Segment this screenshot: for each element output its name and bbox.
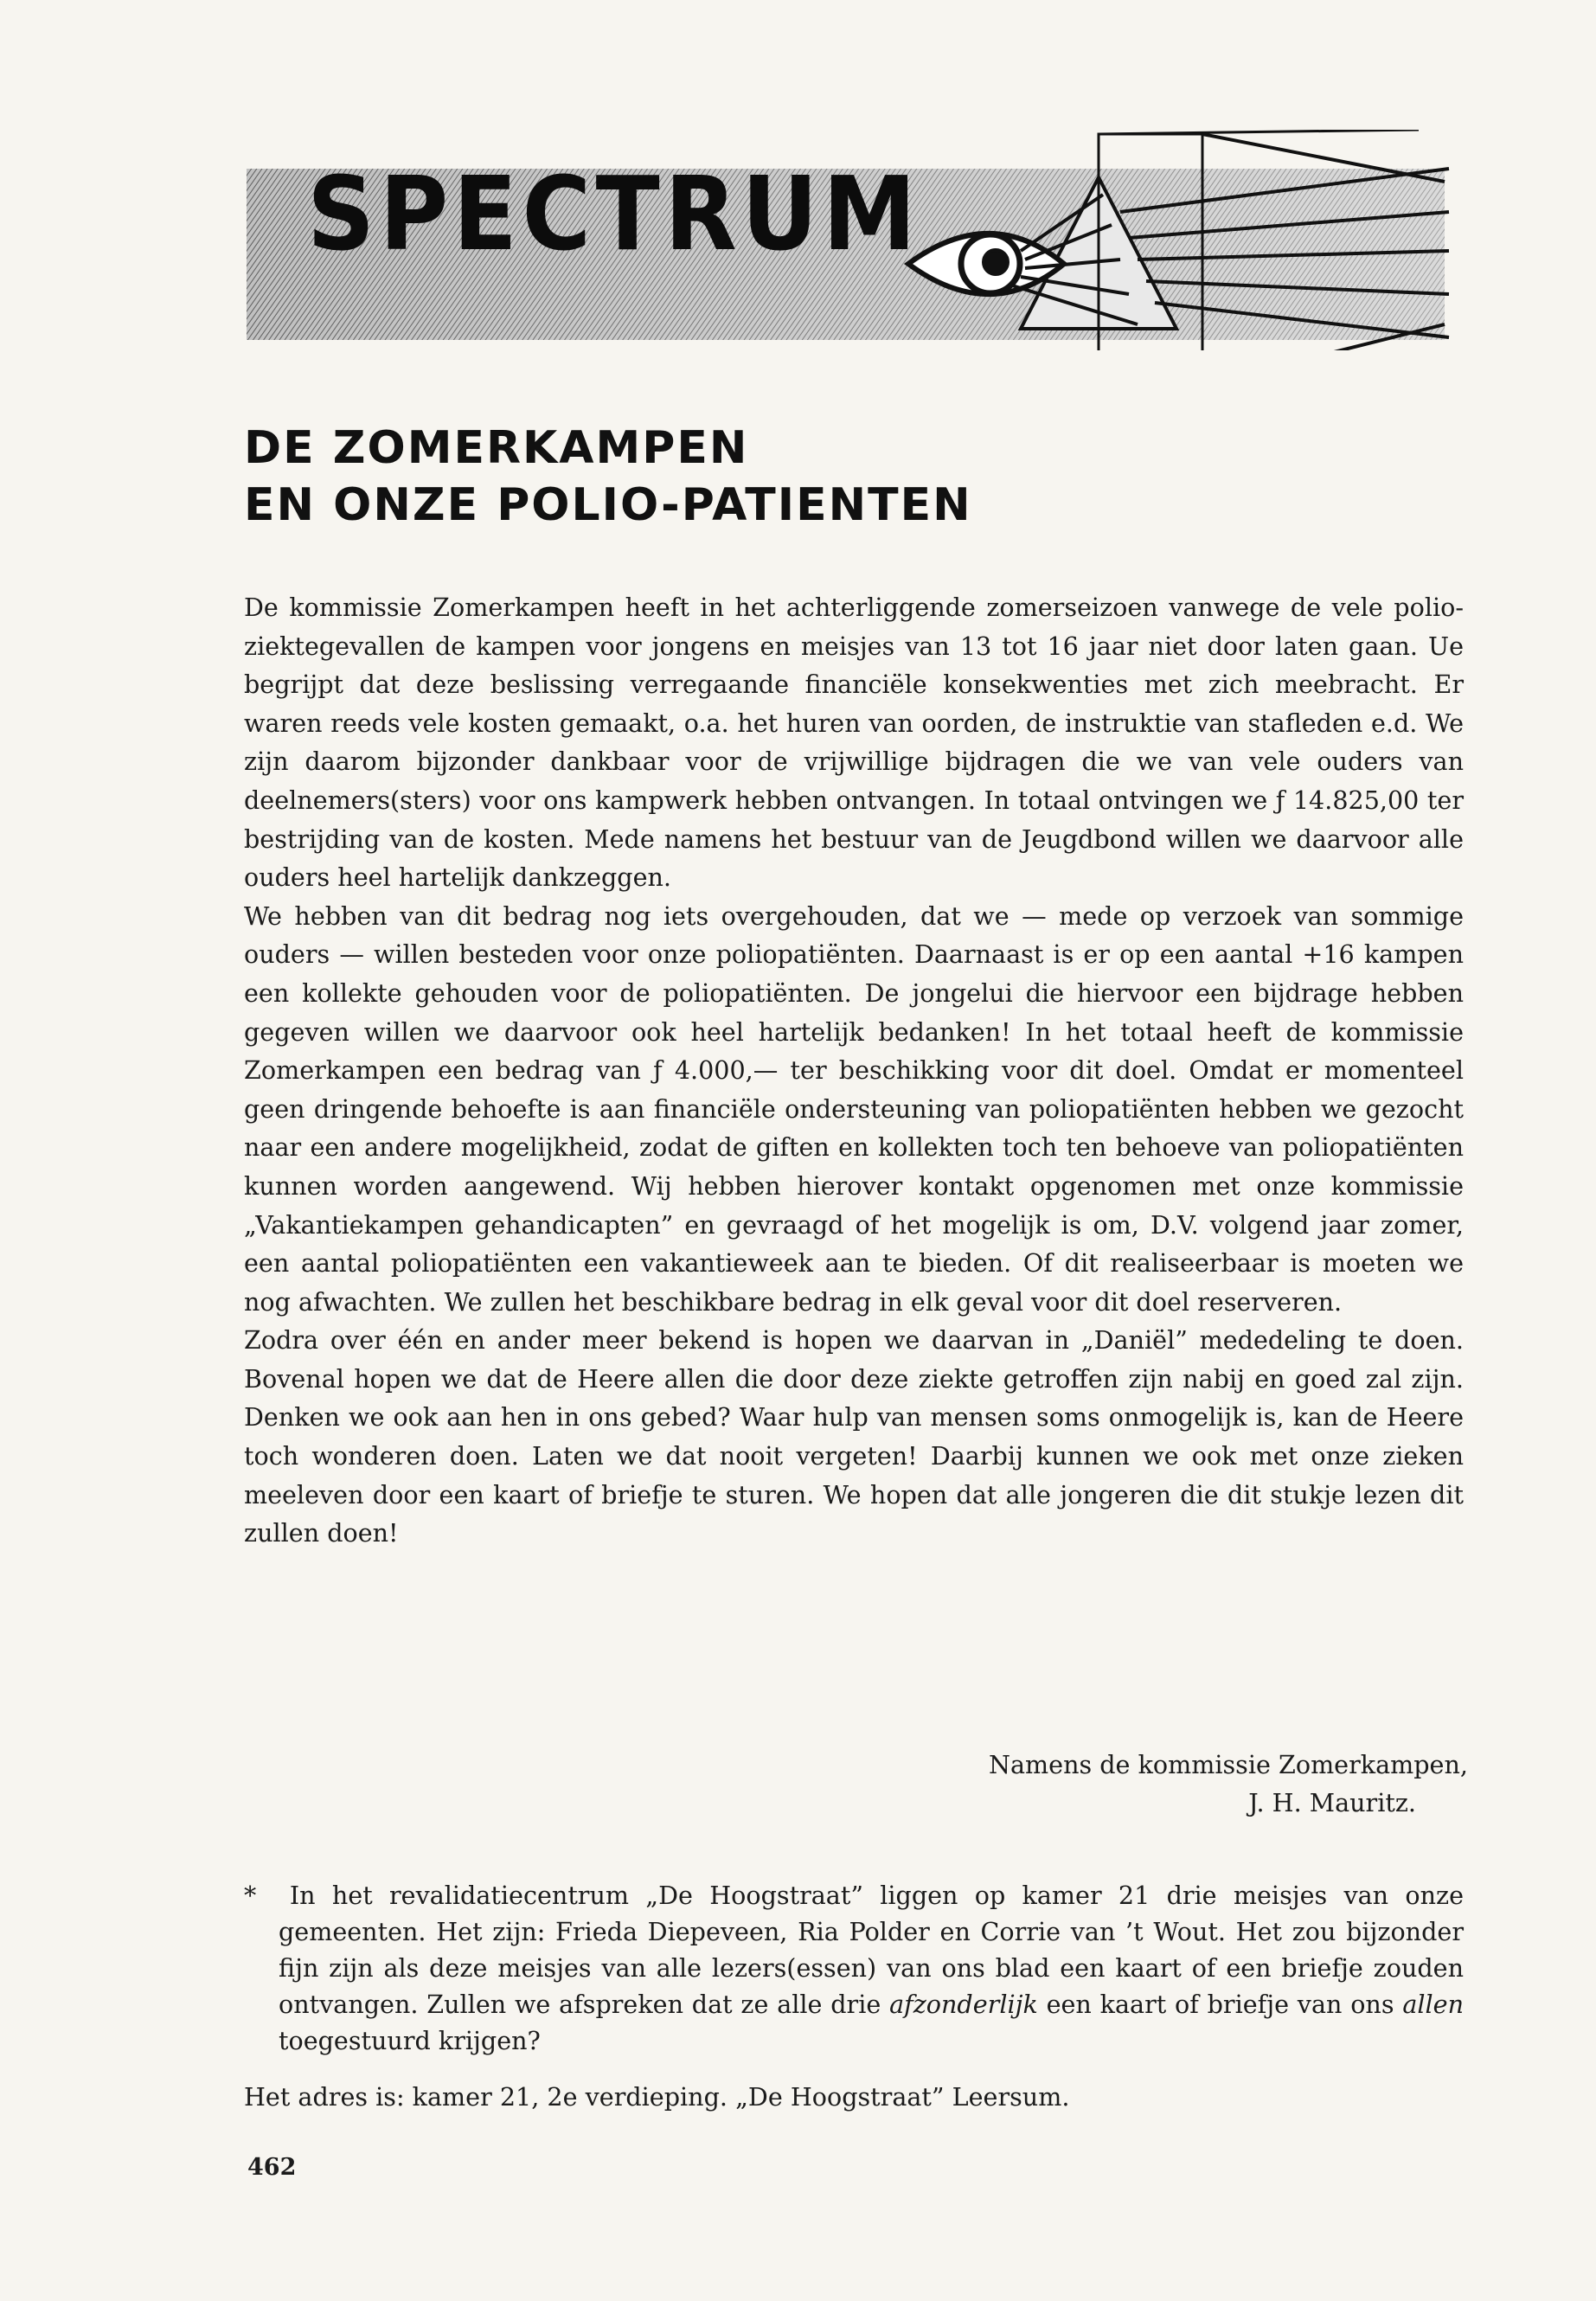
article-headline bbox=[244, 420, 972, 534]
signature-block bbox=[989, 1746, 1468, 1822]
signature-name: J. H. Mauritz. bbox=[1248, 1788, 1416, 1817]
emphasis-allen: allen bbox=[1402, 1990, 1464, 2019]
page-number: 462 bbox=[247, 2154, 297, 2181]
emphasis-afzonderlijk: afzonderlijk bbox=[889, 1990, 1038, 2019]
footnote bbox=[244, 1877, 1464, 2059]
footnote-text: * In het revalidatiecentrum „De Hoogstraat” liggen op kamer 21 drie meisjes van onze gemeenten. Het zijn: Frieda Diepeveen, Ria Polder en Corrie van ’t Wout. Het zou bijzonder fijn zijn als deze meisjes van alle lezers(essen) van ons blad een kaart of een briefje zouden ontvangen. Zullen we afspreken dat ze alle drie afzonderlijk een kaart of briefje van ons allen toegestuurd krijgen? bbox=[244, 1881, 1465, 2055]
article-body bbox=[244, 588, 1464, 1553]
banner-title: SPECTRUM bbox=[307, 154, 921, 273]
signature-line: Namens de kommissie Zomerkampen, bbox=[988, 1750, 1468, 1779]
address-line: Het adres is: kamer 21, 2e verdieping. „De Hoogstraat” Leersum. bbox=[244, 2082, 1070, 2112]
article-paragraph: Zodra over één en ander meer bekend is hopen we daarvan in „Daniël” mededeling te doen. Bovenal hopen we dat de Heere allen die door deze ziekte getroffen zijn nabij en goed zal zijn. Denken we ook aan hen in ons gebed? Waar hulp van mensen soms onmogelijk is, kan de Heere toch wonderen doen. Laten we dat nooit vergeten! Daarbij kunnen we ook met onze zieken meeleven door een kaart of briefje te sturen. We hopen dat alle jongeren die dit stukje lezen dit zullen doen! bbox=[244, 1325, 1464, 1548]
headline-line-1: DE ZOMERKAMPEN bbox=[244, 422, 749, 474]
article-paragraph: De kommissie Zomerkampen heeft in het achterliggende zomerseizoen vanwege de vele polio-ziektegevallen de kampen voor jongens en meisjes van 13 tot 16 jaar niet door laten gaan. Ue begrijpt dat deze beslissing verregaande financiële konsekwenties met zich meebracht. Er waren reeds vele kosten gemaakt, o.a. het huren van oorden, de instruktie van stafleden e.d. We zijn daarom bijzonder dankbaar voor de vrijwillige bijdragen die we van vele ouders van deelnemers(sters) voor ons kampwerk hebben ontvangen. In totaal ontvingen we ƒ 14.825,00 ter bestrijding van de kosten. Mede namens het bestuur van de Jeugdbond willen we daarvoor alle ouders heel hartelijk dankzeggen. bbox=[244, 593, 1464, 893]
article-paragraph: We hebben van dit bedrag nog iets overgehouden, dat we — mede op verzoek van sommige ouders — willen besteden voor onze poliopatiënten. Daarnaast is er op een aantal +16 kampen een kollekte gehouden voor de poliopatiënten. De jongelui die hiervoor een bijdrage hebben gegeven willen we daarvoor ook heel hartelijk bedanken! In het totaal heeft de kommissie Zomerkampen een bedrag van ƒ 4.000,— ter beschikking voor dit doel. Omdat er momenteel geen dringende behoefte is aan financiële ondersteuning van poliopatiënten hebben we gezocht naar een andere mogelijkheid, zodat de giften en kollekten toch ten behoeve van poliopatiënten kunnen worden aangewend. Wij hebben hierover kontakt opgenomen met onze kommissie „Vakantiekampen gehandicapten” en gevraagd of het mogelijk is om, D.V. volgend jaar zomer, een aantal poliopatiënten een vakantieweek aan te bieden. Of dit realiseerbaar is moeten we nog afwachten. We zullen het beschikbare bedrag in elk geval voor dit doel reserveren. bbox=[244, 901, 1464, 1317]
footnote-marker: * bbox=[244, 1881, 257, 1910]
spectrum-banner bbox=[247, 130, 1453, 350]
headline-line-2: EN ONZE POLIO-PATIENTEN bbox=[244, 479, 972, 531]
